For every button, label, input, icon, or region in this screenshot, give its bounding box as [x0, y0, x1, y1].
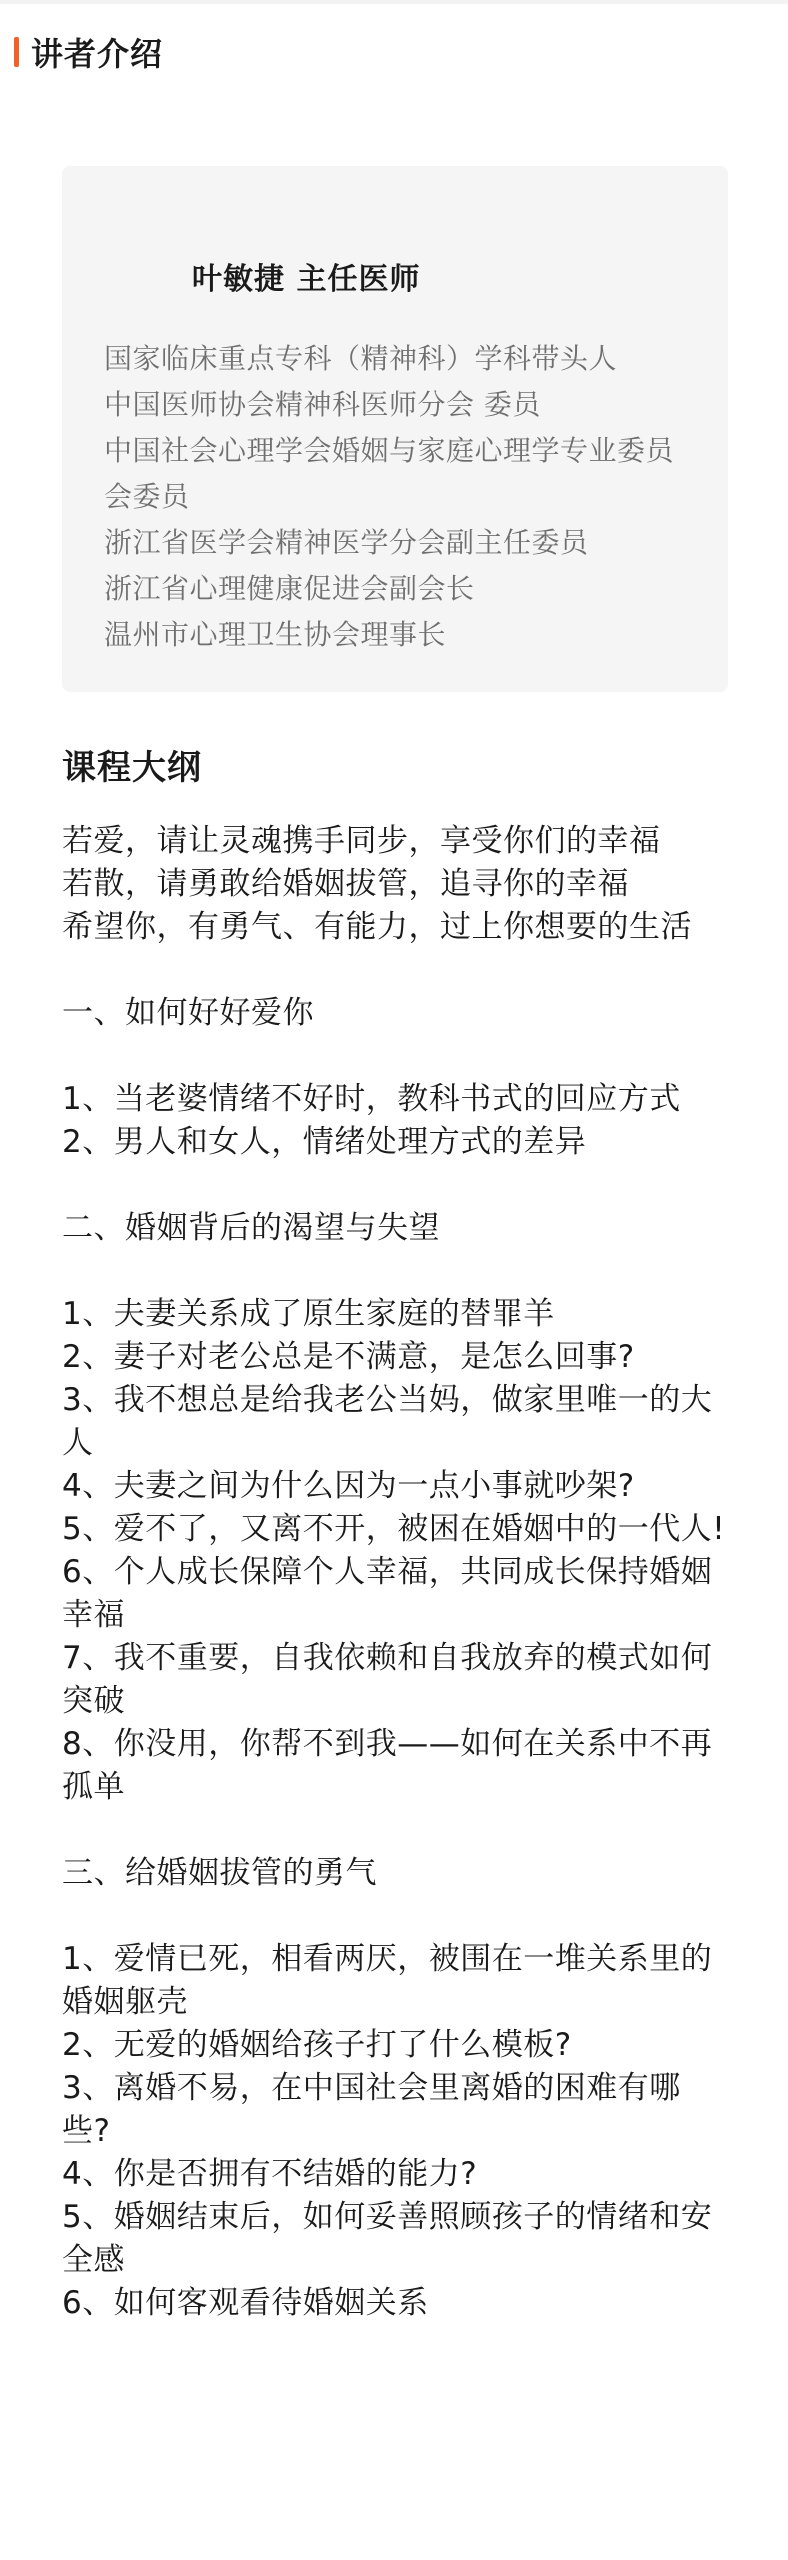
outline-line: 若爱，请让灵魂携手同步，享受你们的幸福 — [62, 823, 661, 859]
outline-item: 1、当老婆情绪不好时，教科书式的回应方式 — [62, 1081, 681, 1117]
outline-item: 1、爱情已死，相看两厌，被围在一堆关系里的婚姻躯壳 — [62, 1941, 713, 2020]
credential-item: 中国医师协会精神科医师分会 委员 — [104, 388, 541, 421]
blank-line — [62, 1250, 726, 1293]
outline-heading: 二、婚姻背后的渴望与失望 — [62, 1210, 440, 1246]
credential-list — [104, 336, 694, 658]
outline-item: 1、夫妻关系成了原生家庭的替罪羊 — [62, 1296, 555, 1332]
blank-line — [62, 1895, 726, 1938]
outline-item: 2、无爱的婚姻给孩子打了什么模板? — [62, 2027, 572, 2063]
speaker-card — [62, 166, 728, 692]
outline-body — [62, 820, 726, 2325]
outline-item: 3、离婚不易，在中国社会里离婚的困难有哪些? — [62, 2070, 681, 2149]
outline-heading: 三、给婚姻拔管的勇气 — [62, 1855, 377, 1891]
outline-heading: 一、如何好好爱你 — [62, 995, 314, 1031]
outline-item: 6、如何客观看待婚姻关系 — [62, 2285, 429, 2321]
speaker-name: 叶敏捷 主任医师 — [192, 262, 421, 297]
credential-item: 中国社会心理学会婚姻与家庭心理学专业委员会委员 — [104, 434, 675, 513]
outline-item: 3、我不想总是给我老公当妈，做家里唯一的大人 — [62, 1382, 713, 1461]
outline-item: 7、我不重要，自我依赖和自我放弃的模式如何突破 — [62, 1640, 713, 1719]
blank-line — [62, 1035, 726, 1078]
credential-item: 浙江省医学会精神医学分会副主任委员 — [104, 526, 589, 559]
outline-item: 2、男人和女人，情绪处理方式的差异 — [62, 1124, 587, 1160]
outline-line: 希望你，有勇气、有能力，过上你想要的生活 — [62, 909, 692, 945]
outline-item: 4、夫妻之间为什么因为一点小事就吵架? — [62, 1468, 635, 1504]
outline-item: 6、个人成长保障个人幸福，共同成长保持婚姻幸福 — [62, 1554, 713, 1633]
credential-item: 浙江省心理健康促进会副会长 — [104, 572, 475, 605]
accent-bar — [14, 37, 19, 67]
credential-item: 温州市心理卫生协会理事长 — [104, 618, 447, 651]
speaker-section-header — [14, 30, 163, 74]
credential-item: 国家临床重点专科（精神科）学科带头人 — [104, 342, 618, 375]
outline-item: 2、妻子对老公总是不满意，是怎么回事? — [62, 1339, 635, 1375]
blank-line — [62, 949, 726, 992]
outline-line: 若散，请勇敢给婚姻拔管，追寻你的幸福 — [62, 866, 629, 902]
outline-item: 4、你是否拥有不结婚的能力? — [62, 2156, 478, 2192]
outline-item: 8、你没用，你帮不到我——如何在关系中不再孤单 — [62, 1726, 713, 1805]
top-divider — [0, 0, 788, 4]
outline-item: 5、婚姻结束后，如何妥善照顾孩子的情绪和安全感 — [62, 2199, 713, 2278]
outline-item: 5、爱不了，又离不开，被困在婚姻中的一代人! — [62, 1511, 726, 1547]
blank-line — [62, 1164, 726, 1207]
section-title: 讲者介绍 — [31, 35, 164, 73]
blank-line — [62, 1809, 726, 1852]
outline-title: 课程大纲 — [62, 748, 202, 788]
